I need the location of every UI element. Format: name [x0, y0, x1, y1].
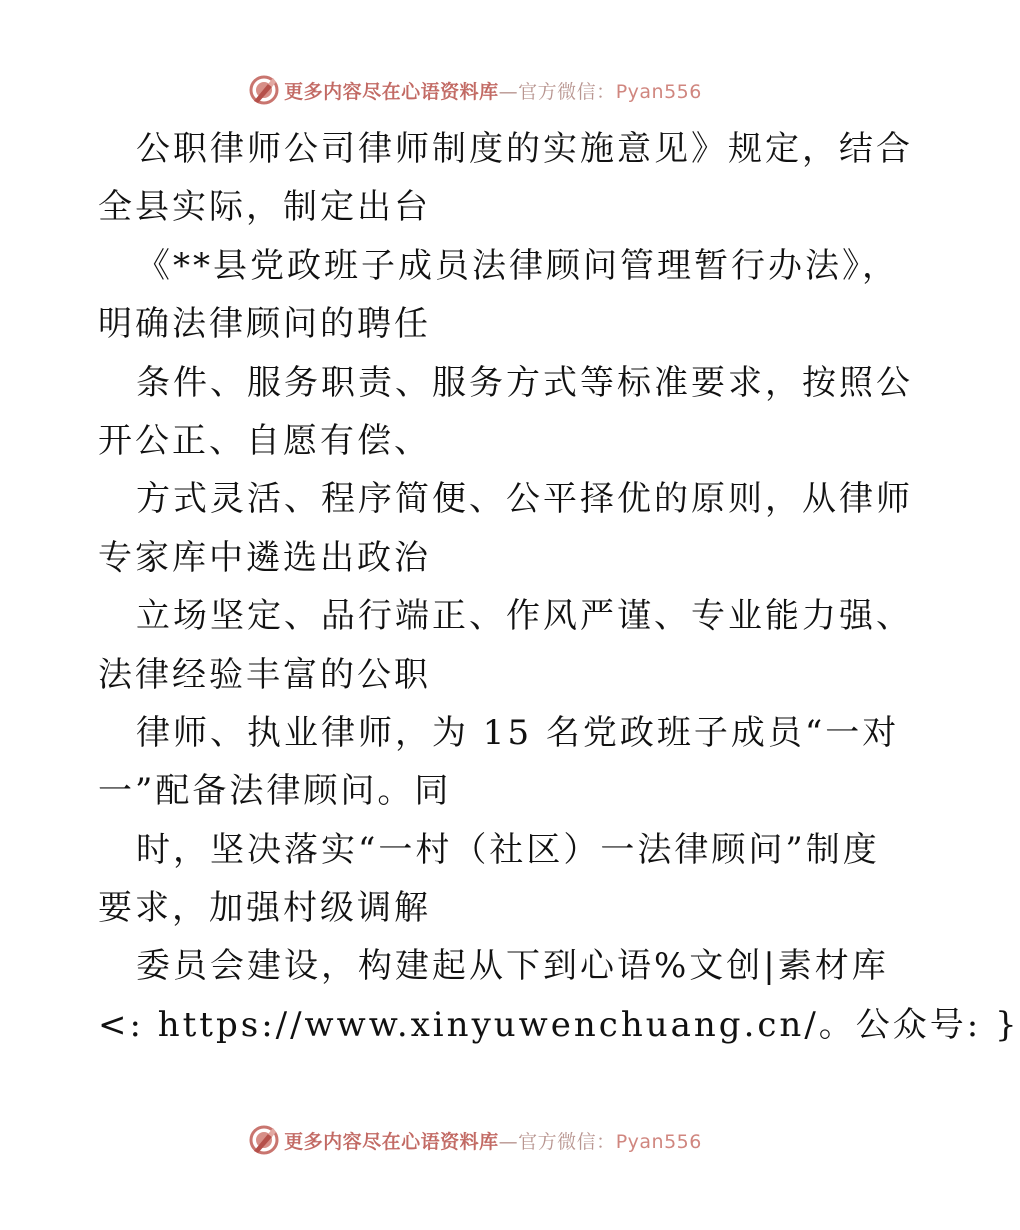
footer-site-text: 更多内容尽在心语资料库 [284, 1130, 499, 1153]
footer-wechat-label: 官方微信： [518, 1130, 616, 1153]
body-line: 律师、执业律师，为 15 名党政班子成员“一对 [136, 712, 900, 753]
body-line: 法律经验丰富的公职 [98, 654, 431, 695]
body-line: 全县实际，制定出台 [98, 187, 431, 228]
pen-logo-icon [248, 1124, 280, 1156]
body-line: 开公正、自愿有偿、 [98, 420, 431, 461]
header-banner-text [284, 77, 702, 104]
footer-dash: — [498, 1130, 519, 1153]
body-line: 立场坚定、品行端正、作风严谨、专业能力强、 [136, 596, 913, 637]
body-line: 时，坚决落实“一村（社区）一法律顾问”制度 [136, 829, 880, 870]
body-line: 公职律师公司律师制度的实施意见》规定，结合 [136, 129, 913, 169]
header-watermark-banner [0, 70, 950, 110]
footer-banner-text [284, 1127, 702, 1154]
body-line: 明确法律顾问的聘任 [98, 304, 431, 345]
header-wechat-id: Pyan556 [615, 80, 702, 103]
header-site-text: 更多内容尽在心语资料库 [284, 80, 499, 103]
body-line: 委员会建设，构建起从下到心语%文创|素材库 [136, 946, 889, 987]
body-line-url: <: https://www.xinyuwenchuang.cn/。公众号: } [98, 1004, 1020, 1045]
body-line: 一”配备法律顾问。同 [98, 771, 452, 812]
pen-logo-icon [248, 74, 280, 106]
body-line: 《**县党政班子成员法律顾问管理暂行办法》， [136, 245, 899, 286]
footer-wechat-id: Pyan556 [615, 1130, 702, 1153]
body-line: 方式灵活、程序简便、公平择优的原则，从律师 [136, 479, 913, 520]
header-wechat-label: 官方微信： [518, 80, 616, 103]
footer-watermark-banner [0, 1120, 950, 1160]
body-line: 条件、服务职责、服务方式等标准要求，按照公 [136, 362, 913, 403]
document-body [98, 120, 1020, 1054]
body-line: 专家库中遴选出政治 [98, 537, 431, 578]
body-line: 要求，加强村级调解 [98, 888, 431, 929]
header-dash: — [498, 80, 519, 103]
